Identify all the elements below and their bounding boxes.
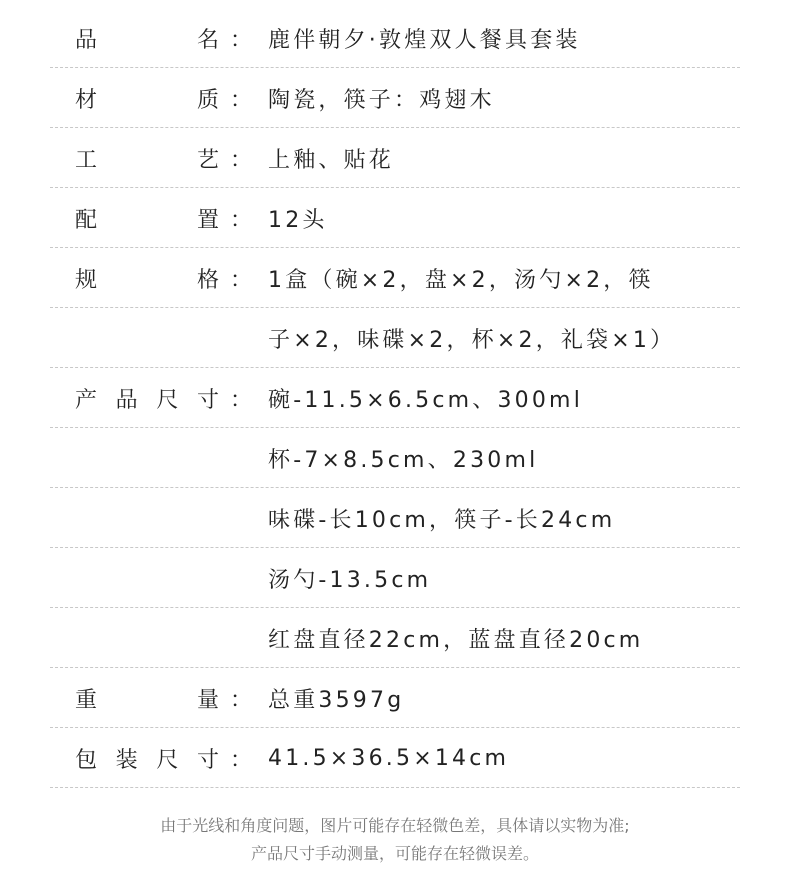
spec-row xyxy=(50,188,740,248)
spec-value: 汤勺-13.5cm xyxy=(268,567,432,593)
spec-row xyxy=(50,368,740,428)
spec-colon: ： xyxy=(230,207,253,233)
spec-row xyxy=(50,128,740,188)
spec-label-char: 配 xyxy=(75,207,98,233)
spec-label-char: 尺 xyxy=(156,387,179,413)
spec-value: 杯-7×8.5cm、230ml xyxy=(268,447,539,473)
spec-value: 鹿伴朝夕·敦煌双人餐具套装 xyxy=(268,27,581,53)
spec-label-char: 重 xyxy=(75,687,98,713)
spec-label-char: 质 xyxy=(197,87,220,113)
spec-colon: ： xyxy=(230,267,253,293)
spec-value: 12头 xyxy=(268,207,328,233)
spec-colon: ： xyxy=(230,687,253,713)
spec-row xyxy=(50,548,740,608)
spec-value: 总重3597g xyxy=(268,687,405,713)
spec-value: 红盘直径22cm，蓝盘直径20cm xyxy=(268,627,644,653)
spec-label-char: 艺 xyxy=(197,147,220,173)
spec-value: 味碟-长10cm，筷子-长24cm xyxy=(268,507,616,533)
spec-label-char: 寸 xyxy=(197,387,220,413)
spec-row xyxy=(50,68,740,128)
spec-row xyxy=(50,728,740,788)
disclaimer-line-1: 由于光线和角度问题，图片可能存在轻微色差，具体请以实物为准; xyxy=(160,816,630,835)
spec-label-char: 包 xyxy=(75,747,98,773)
spec-row xyxy=(50,668,740,728)
spec-label-char: 装 xyxy=(115,747,138,773)
spec-value: 碗-11.5×6.5cm、300ml xyxy=(268,387,584,413)
spec-value: 上釉、贴花 xyxy=(268,147,395,173)
spec-colon: ： xyxy=(230,747,253,773)
spec-label-char: 材 xyxy=(75,87,98,113)
spec-label-char: 品 xyxy=(75,27,98,53)
spec-label-char: 尺 xyxy=(156,747,179,773)
spec-label-char: 寸 xyxy=(197,747,220,773)
spec-row xyxy=(50,608,740,668)
spec-row xyxy=(50,308,740,368)
spec-label-char: 规 xyxy=(75,267,98,293)
spec-row xyxy=(50,488,740,548)
spec-label-char: 量 xyxy=(197,687,220,713)
spec-row xyxy=(50,428,740,488)
disclaimer-line-2: 产品尺寸手动测量，可能存在轻微误差。 xyxy=(250,844,539,863)
spec-label-char: 工 xyxy=(75,147,98,173)
spec-label-char: 品 xyxy=(115,387,138,413)
spec-label-char: 格 xyxy=(197,267,220,293)
spec-value: 41.5×36.5×14cm xyxy=(268,745,510,771)
spec-value: 子×2，味碟×2，杯×2，礼袋×1） xyxy=(268,327,676,353)
spec-colon: ： xyxy=(230,87,253,113)
spec-row xyxy=(50,8,740,68)
spec-colon: ： xyxy=(230,147,253,173)
spec-table xyxy=(50,8,740,788)
spec-colon: ： xyxy=(230,27,253,53)
spec-row xyxy=(50,248,740,308)
spec-label-char: 置 xyxy=(197,207,220,233)
spec-value: 陶瓷，筷子：鸡翅木 xyxy=(268,87,495,113)
spec-label-char: 产 xyxy=(75,387,98,413)
spec-value: 1盒（碗×2，盘×2，汤勺×2，筷 xyxy=(268,267,654,293)
spec-label-char: 名 xyxy=(197,27,220,53)
spec-colon: ： xyxy=(230,387,253,413)
